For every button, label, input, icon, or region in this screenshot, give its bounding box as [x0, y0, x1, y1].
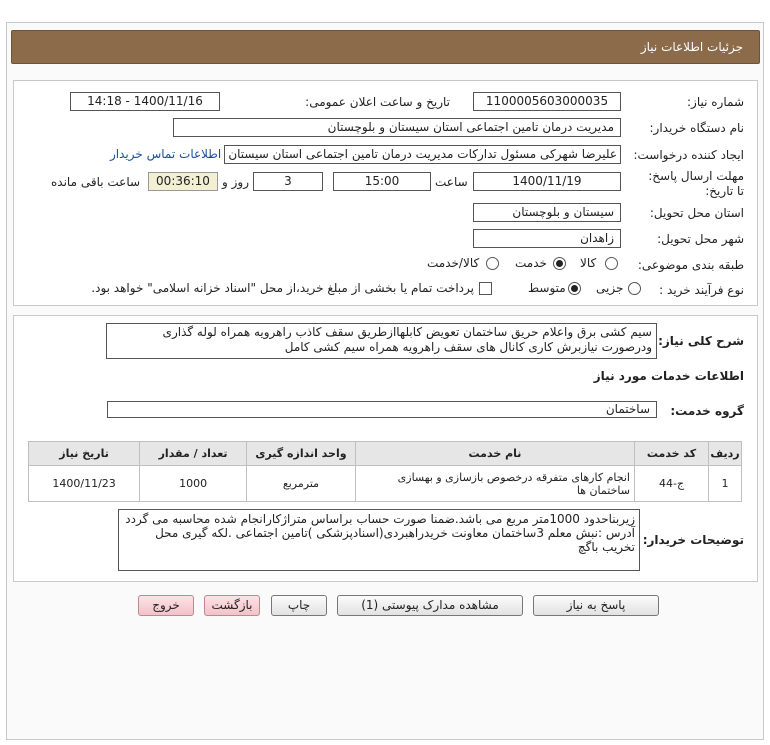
remaining-time-label: ساعت باقی مانده [51, 175, 141, 189]
buyer-contact-link[interactable]: اطلاعات تماس خریدار [110, 147, 222, 161]
col-header-qty: تعداد / مقدار [140, 442, 247, 466]
category-radio-goods-service[interactable] [486, 257, 499, 270]
cell-unit: مترمربع [246, 466, 355, 502]
province-field: سیستان و بلوچستان [473, 203, 621, 222]
cell-service-name: انجام کارهای متفرقه درخصوص بازسازی و بهسازی ساختمان ها [355, 466, 634, 502]
days-field: 3 [253, 172, 323, 191]
need-number-field: 1100005603000035 [473, 92, 621, 111]
services-heading: اطلاعات خدمات مورد نیاز [593, 369, 744, 383]
deadline-label: مهلت ارسال پاسخ: تا تاریخ: [648, 169, 744, 198]
col-header-date: تاریخ نیاز [29, 442, 140, 466]
col-header-row: ردیف [709, 442, 742, 466]
purchase-radio-minor[interactable] [628, 282, 641, 295]
col-header-code: کد خدمت [634, 442, 708, 466]
buyer-notes-field: زیربناحدود 1000متر مربع می باشد.ضمنا صورت حساب براساس متراژکارانجام شده محاسبه می گردد آدرس :نبش معلم 3ساختمان معاونت خریدراهبردی(اسنادپزشکی )تامین اجتماعی .لکه گیری محل تخریب باگچ [118, 509, 640, 571]
category-option-goods-service: کالا/خدمت [427, 256, 480, 270]
category-label: طبقه بندی موضوعی: [637, 258, 744, 272]
purchase-option-medium: متوسط [528, 281, 566, 295]
cell-row-number: 1 [709, 466, 742, 502]
col-header-unit: واحد اندازه گیری [246, 442, 355, 466]
table-row [29, 466, 742, 502]
need-number-label: شماره نیاز: [687, 95, 744, 109]
province-label: استان محل تحویل: [649, 206, 744, 220]
general-desc-field: سیم کشی برق واعلام حریق ساختمان تعویض کابلهاازطریق سقف کاذب راهرویه همراه لوله گذاری ودرصورت نیازبرش کاری کانال های سقف راهرویه همراه سیم کشی کامل [106, 323, 657, 359]
purchase-type-label: نوع فرآیند خرید : [659, 283, 744, 297]
print-button[interactable]: چاپ [271, 595, 327, 616]
deadline-date-field: 1400/11/19 [473, 172, 621, 191]
city-label: شهر محل تحویل: [657, 232, 744, 246]
cell-need-date: 1400/11/23 [29, 466, 140, 502]
buyer-org-field: مدیریت درمان تامین اجتماعی استان سیستان و بلوچستان [173, 118, 621, 137]
announce-date-label: تاریخ و ساعت اعلان عمومی: [305, 95, 450, 109]
page-title-bar [11, 30, 760, 64]
cell-quantity: 1000 [140, 466, 247, 502]
category-option-goods: کالا [580, 256, 597, 270]
requester-label: ایجاد کننده درخواست: [633, 148, 744, 162]
buyer-notes-label: توضیحات خریدار: [642, 533, 744, 547]
treasury-payment-checkbox[interactable] [479, 282, 492, 295]
treasury-payment-note: پرداخت تمام یا بخشی از مبلغ خرید،از محل "اسناد خزانه اسلامی" خواهد بود. [91, 281, 474, 295]
buyer-org-label: نام دستگاه خریدار: [649, 121, 744, 135]
exit-button[interactable]: خروج [138, 595, 194, 616]
purchase-option-minor: جزیی [596, 281, 624, 295]
deadline-time-label: ساعت [435, 175, 468, 189]
services-table [28, 441, 742, 502]
category-radio-goods[interactable] [605, 257, 618, 270]
days-label: روز و [222, 175, 249, 189]
general-desc-label: شرح کلی نیاز: [658, 334, 744, 348]
back-button[interactable]: بازگشت [204, 595, 260, 616]
category-option-service: خدمت [515, 256, 547, 270]
service-group-field: ساختمان [107, 401, 657, 418]
purchase-radio-medium[interactable] [568, 282, 581, 295]
service-group-label: گروه خدمت: [670, 404, 744, 418]
reply-button[interactable]: پاسخ به نیاز [533, 595, 659, 616]
col-header-name: نام خدمت [355, 442, 634, 466]
category-radio-service[interactable] [553, 257, 566, 270]
city-field: زاهدان [473, 229, 621, 248]
announce-date-field: 1400/11/16 - 14:18 [70, 92, 220, 111]
remaining-time-field: 00:36:10 [148, 172, 218, 191]
deadline-time-field: 15:00 [333, 172, 431, 191]
cell-service-code: ج-44 [634, 466, 708, 502]
requester-field: علیرضا شهرکی مسئول تداركات مدیریت درمان تامین اجتماعی استان سیستان [224, 145, 621, 164]
view-attachments-button[interactable]: مشاهده مدارک پیوستی (1) [337, 595, 523, 616]
page-title: جزئیات اطلاعات نیاز [640, 40, 743, 54]
